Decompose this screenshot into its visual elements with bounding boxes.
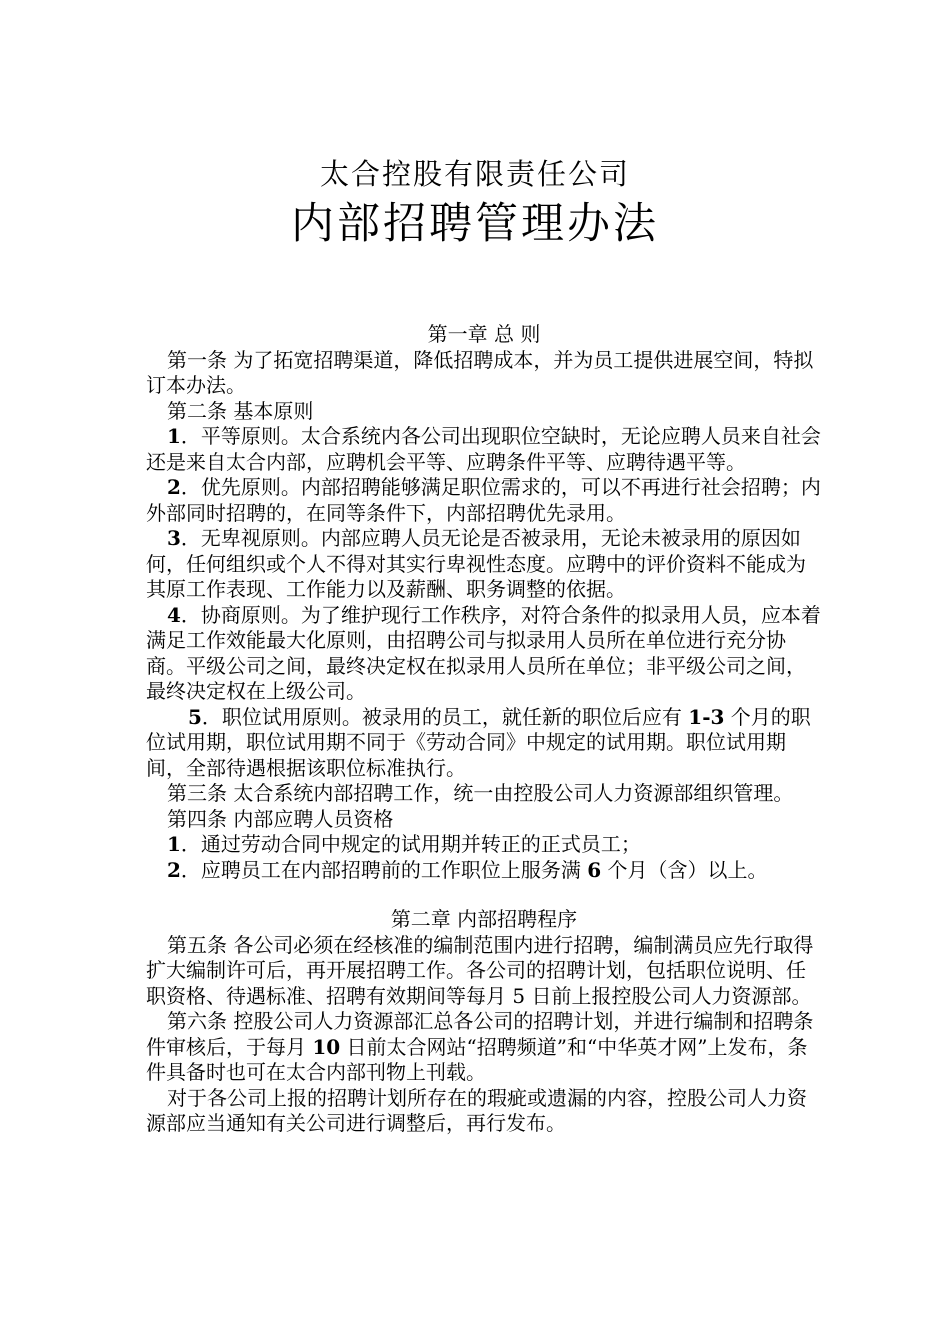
qualification-2-text-a: ．应聘员工在内部招聘前的工作职位上服务满 — [180, 857, 588, 882]
principle-5-number: 5 — [188, 704, 202, 729]
principle-2-number: 2 — [167, 475, 181, 499]
article-6-paragraph-2: 对于各公司上报的招聘计划所存在的瑕疵或遗漏的内容，控股公司人力资源部应当通知有关公司进行调整后，再行发布。 — [146, 1085, 807, 1135]
principle-2-text: ．优先原则。内部招聘能够满足职位需求的，可以不再进行社会招聘；内外部同时招聘的，在同等条件下，内部招聘优先录用。 — [146, 475, 821, 525]
principle-4-text: ．协商原则。为了维护现行工作秩序，对符合条件的拟录用人员，应本着满足工作效能最大化原则，由招聘公司与拟录用人员所在单位进行充分协商。平级公司之间，最终决定权在拟录用人员所在单位；非平级公司之间，最终决定权在上级公司。 — [146, 602, 821, 703]
qualification-1-text: ．通过劳动合同中规定的试用期并转正的正式员工； — [180, 832, 641, 856]
principle-5-text-a: ．职位试用原则。被录用的员工，就任新的职位后应有 — [201, 704, 689, 729]
principle-3-number: 3 — [167, 526, 181, 550]
chapter-2-heading: 第二章 内部招聘程序 — [390, 907, 578, 931]
principle-5 — [146, 705, 822, 782]
qualification-2-number: 2 — [167, 857, 181, 882]
principle-3-text: ．无卑视原则。内部应聘人员无论是否被录用，无论未被录用的原因如何，任何组织或个人不得对其实行卑视性态度。应聘中的评价资料不能成为其原工作表现、工作能力以及薪酬、职务调整的依据。 — [146, 526, 806, 601]
principle-1-number: 1 — [167, 424, 181, 448]
article-2: 第二条 基本原则 — [167, 398, 314, 423]
principle-5-text-c: 个月的职位试用期，职位试用期不同于《劳动合同》中规定的试用期。职位试用期间，全部待遇根据该职位标准执行。 — [146, 704, 811, 780]
article-4: 第四条 内部应聘人员资格 — [167, 806, 394, 831]
principle-1-text: ．平等原则。太合系统内各公司出现职位空缺时，无论应聘人员来自社会还是来自太合内部，应聘机会平等、应聘条件平等、应聘待遇平等。 — [146, 424, 821, 474]
document-title: 内部招聘管理办法 — [291, 199, 659, 249]
article-1: 第一条 为了拓宽招聘渠道，降低招聘成本，并为员工提供进展空间，特拟订本办法。 — [146, 347, 814, 397]
article-3: 第三条 太合系统内部招聘工作，统一由控股公司人力资源部组织管理。 — [167, 781, 794, 805]
article-6 — [146, 1009, 822, 1086]
article-6-text-a: 第六条 控股公司人力资源部汇总各公司的招聘计划，并进行编制和招聘条件审核后，于每月 — [146, 1009, 814, 1059]
article-5: 第五条 各公司必须在经核准的编制范围内进行招聘，编制满员应先行取得扩大编制许可后，再开展招聘工作。各公司的招聘计划，包括职位说明、任职资格、待遇标准、招聘有效期间等每月 5 日前上报控股公司人力资源部。 — [146, 932, 814, 1008]
section-spacer — [146, 883, 822, 907]
principle-1 — [146, 424, 822, 475]
qualification-2-months: 6 — [587, 857, 602, 882]
principle-4-number: 4 — [167, 602, 181, 627]
principle-3 — [146, 526, 822, 603]
principle-4 — [146, 603, 822, 705]
qualification-1-number: 1 — [167, 832, 181, 856]
article-6-day: 10 — [312, 1034, 341, 1059]
article-6-text-c: 日前太合网站“招聘频道”和“中华英才网”上发布，条件具备时也可在太合内部刊物上刊载。 — [146, 1034, 808, 1084]
document-body — [146, 322, 822, 1137]
qualification-2-text-c: 个月（含）以上。 — [601, 857, 768, 882]
qualification-1 — [146, 832, 822, 858]
principle-2 — [146, 475, 822, 526]
company-name: 太合控股有限责任公司 — [319, 157, 630, 191]
qualification-2 — [146, 858, 822, 884]
principle-5-period: 1-3 — [688, 704, 725, 729]
chapter-1-heading: 第一章 总 则 — [427, 322, 541, 346]
